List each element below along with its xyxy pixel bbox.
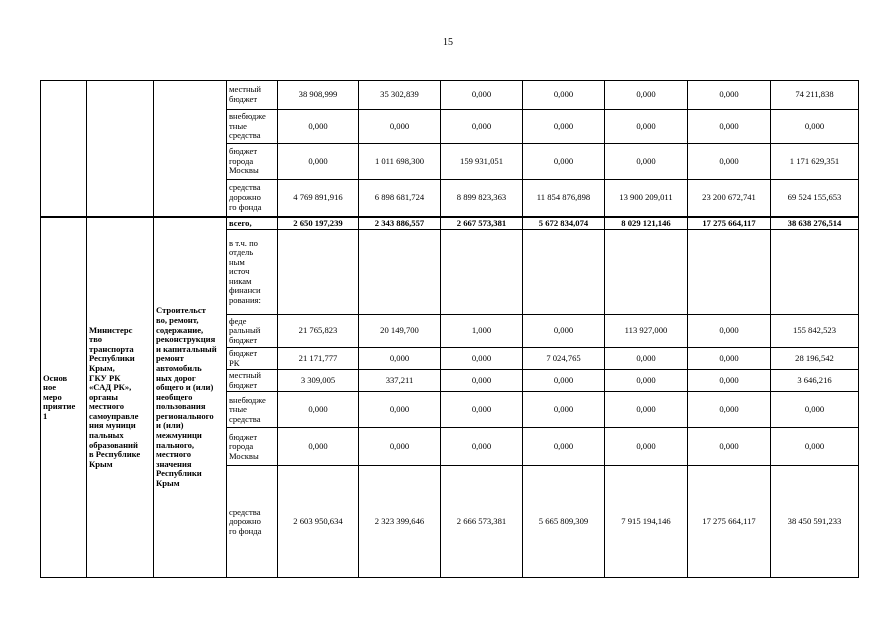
amount-cell: 3 646,216 bbox=[771, 370, 859, 392]
amount-cell-empty bbox=[359, 230, 441, 315]
amount-cell: 113 927,000 bbox=[605, 315, 688, 348]
amount-cell-empty bbox=[688, 230, 771, 315]
amount-cell-empty bbox=[771, 230, 859, 315]
amount-cell: 0,000 bbox=[523, 392, 605, 428]
amount-cell: 0,000 bbox=[605, 370, 688, 392]
responsible-executor-cell: Министерс тво транспорта Республики Крым, ГКУ РК «САД РК», органы местного самоуправле ния муници пальных образований в Республике Крым bbox=[87, 217, 154, 578]
amount-cell: 0,000 bbox=[523, 110, 605, 144]
amount-cell: 0,000 bbox=[441, 370, 523, 392]
amount-cell: 1 171 629,351 bbox=[771, 144, 859, 180]
amount-cell: 3 309,005 bbox=[278, 370, 359, 392]
amount-cell: 0,000 bbox=[771, 428, 859, 466]
amount-cell: 0,000 bbox=[688, 428, 771, 466]
amount-cell: 0,000 bbox=[605, 348, 688, 370]
amount-cell: 38 908,999 bbox=[278, 81, 359, 110]
amount-cell: 4 769 891,916 bbox=[278, 180, 359, 217]
amount-cell: 0,000 bbox=[523, 370, 605, 392]
amount-cell: 0,000 bbox=[771, 110, 859, 144]
amount-cell: 8 899 823,363 bbox=[441, 180, 523, 217]
amount-cell: 13 900 209,011 bbox=[605, 180, 688, 217]
amount-cell: 0,000 bbox=[441, 110, 523, 144]
amount-cell: 17 275 664,117 bbox=[688, 466, 771, 578]
amount-cell: 20 149,700 bbox=[359, 315, 441, 348]
amount-cell: 0,000 bbox=[278, 428, 359, 466]
amount-cell: 21 765,823 bbox=[278, 315, 359, 348]
measure-status-cell: Основ ное меро приятие 1 bbox=[41, 217, 87, 578]
amount-cell-empty bbox=[278, 230, 359, 315]
funding-source-cell: всего, bbox=[227, 217, 278, 230]
amount-cell: 2 323 399,646 bbox=[359, 466, 441, 578]
amount-cell: 0,000 bbox=[523, 428, 605, 466]
amount-cell: 0,000 bbox=[605, 110, 688, 144]
amount-cell: 337,211 bbox=[359, 370, 441, 392]
amount-cell: 0,000 bbox=[605, 144, 688, 180]
amount-cell: 0,000 bbox=[688, 392, 771, 428]
amount-cell: 0,000 bbox=[359, 428, 441, 466]
amount-cell: 0,000 bbox=[359, 110, 441, 144]
amount-cell: 69 524 155,653 bbox=[771, 180, 859, 217]
amount-cell: 0,000 bbox=[278, 110, 359, 144]
amount-cell: 74 211,838 bbox=[771, 81, 859, 110]
amount-cell: 38 450 591,233 bbox=[771, 466, 859, 578]
amount-cell: 0,000 bbox=[441, 348, 523, 370]
amount-cell: 0,000 bbox=[688, 144, 771, 180]
funding-source-cell: местный бюджет bbox=[227, 370, 278, 392]
amount-cell: 0,000 bbox=[523, 315, 605, 348]
status-cell-empty bbox=[41, 81, 87, 217]
responsible-cell-empty bbox=[87, 81, 154, 217]
amount-cell: 2 343 886,557 bbox=[359, 217, 441, 230]
funding-source-cell: внебюдже тные средства bbox=[227, 110, 278, 144]
amount-cell: 35 302,839 bbox=[359, 81, 441, 110]
amount-cell: 0,000 bbox=[359, 392, 441, 428]
amount-cell: 28 196,542 bbox=[771, 348, 859, 370]
funding-source-cell: местный бюджет bbox=[227, 81, 278, 110]
budget-table bbox=[40, 80, 859, 578]
including-label-cell: в т.ч. по отдель ным источ никам финанси рования: bbox=[227, 230, 278, 315]
amount-cell: 1,000 bbox=[441, 315, 523, 348]
funding-source-cell: средства дорожно го фонда bbox=[227, 180, 278, 217]
page-number: 15 bbox=[443, 37, 453, 48]
amount-cell-empty bbox=[441, 230, 523, 315]
amount-cell: 0,000 bbox=[605, 81, 688, 110]
amount-cell: 1 011 698,300 bbox=[359, 144, 441, 180]
amount-cell: 11 854 876,898 bbox=[523, 180, 605, 217]
amount-cell: 0,000 bbox=[688, 370, 771, 392]
amount-cell-empty bbox=[523, 230, 605, 315]
funding-source-cell: феде ральный бюджет bbox=[227, 315, 278, 348]
amount-cell: 2 650 197,239 bbox=[278, 217, 359, 230]
table-row bbox=[41, 81, 859, 110]
amount-cell: 38 638 276,514 bbox=[771, 217, 859, 230]
amount-cell: 0,000 bbox=[441, 428, 523, 466]
amount-cell: 159 931,051 bbox=[441, 144, 523, 180]
funding-source-cell: бюджет РК bbox=[227, 348, 278, 370]
amount-cell-empty bbox=[605, 230, 688, 315]
amount-cell: 2 666 573,381 bbox=[441, 466, 523, 578]
funding-source-cell: бюджет города Москвы bbox=[227, 428, 278, 466]
amount-cell: 0,000 bbox=[605, 392, 688, 428]
amount-cell: 0,000 bbox=[771, 392, 859, 428]
amount-cell: 2 667 573,381 bbox=[441, 217, 523, 230]
amount-cell: 155 842,523 bbox=[771, 315, 859, 348]
description-cell-empty bbox=[154, 81, 227, 217]
amount-cell: 0,000 bbox=[688, 348, 771, 370]
amount-cell: 23 200 672,741 bbox=[688, 180, 771, 217]
amount-cell: 7 915 194,146 bbox=[605, 466, 688, 578]
funding-source-cell: бюджет города Москвы bbox=[227, 144, 278, 180]
amount-cell: 0,000 bbox=[441, 392, 523, 428]
amount-cell: 0,000 bbox=[688, 315, 771, 348]
amount-cell: 0,000 bbox=[605, 428, 688, 466]
funding-source-cell: средства дорожно го фонда bbox=[227, 466, 278, 578]
amount-cell: 5 672 834,074 bbox=[523, 217, 605, 230]
amount-cell: 0,000 bbox=[523, 81, 605, 110]
amount-cell: 0,000 bbox=[688, 81, 771, 110]
amount-cell: 8 029 121,146 bbox=[605, 217, 688, 230]
amount-cell: 0,000 bbox=[278, 392, 359, 428]
funding-source-cell: внебюдже тные средства bbox=[227, 392, 278, 428]
amount-cell: 0,000 bbox=[688, 110, 771, 144]
amount-cell: 0,000 bbox=[278, 144, 359, 180]
amount-cell: 0,000 bbox=[441, 81, 523, 110]
amount-cell: 0,000 bbox=[523, 144, 605, 180]
amount-cell: 5 665 809,309 bbox=[523, 466, 605, 578]
amount-cell: 21 171,777 bbox=[278, 348, 359, 370]
amount-cell: 2 603 950,634 bbox=[278, 466, 359, 578]
amount-cell: 0,000 bbox=[359, 348, 441, 370]
amount-cell: 17 275 664,117 bbox=[688, 217, 771, 230]
table-row bbox=[41, 217, 859, 230]
amount-cell: 7 024,765 bbox=[523, 348, 605, 370]
amount-cell: 6 898 681,724 bbox=[359, 180, 441, 217]
measure-description-cell: Строительст во, ремонт, содержание, реконструкция и капитальный ремонт автомобиль ных дорог общего и (или) необщего пользования регионального и (или) межмуници пального, местного значения Республики Крым bbox=[154, 217, 227, 578]
